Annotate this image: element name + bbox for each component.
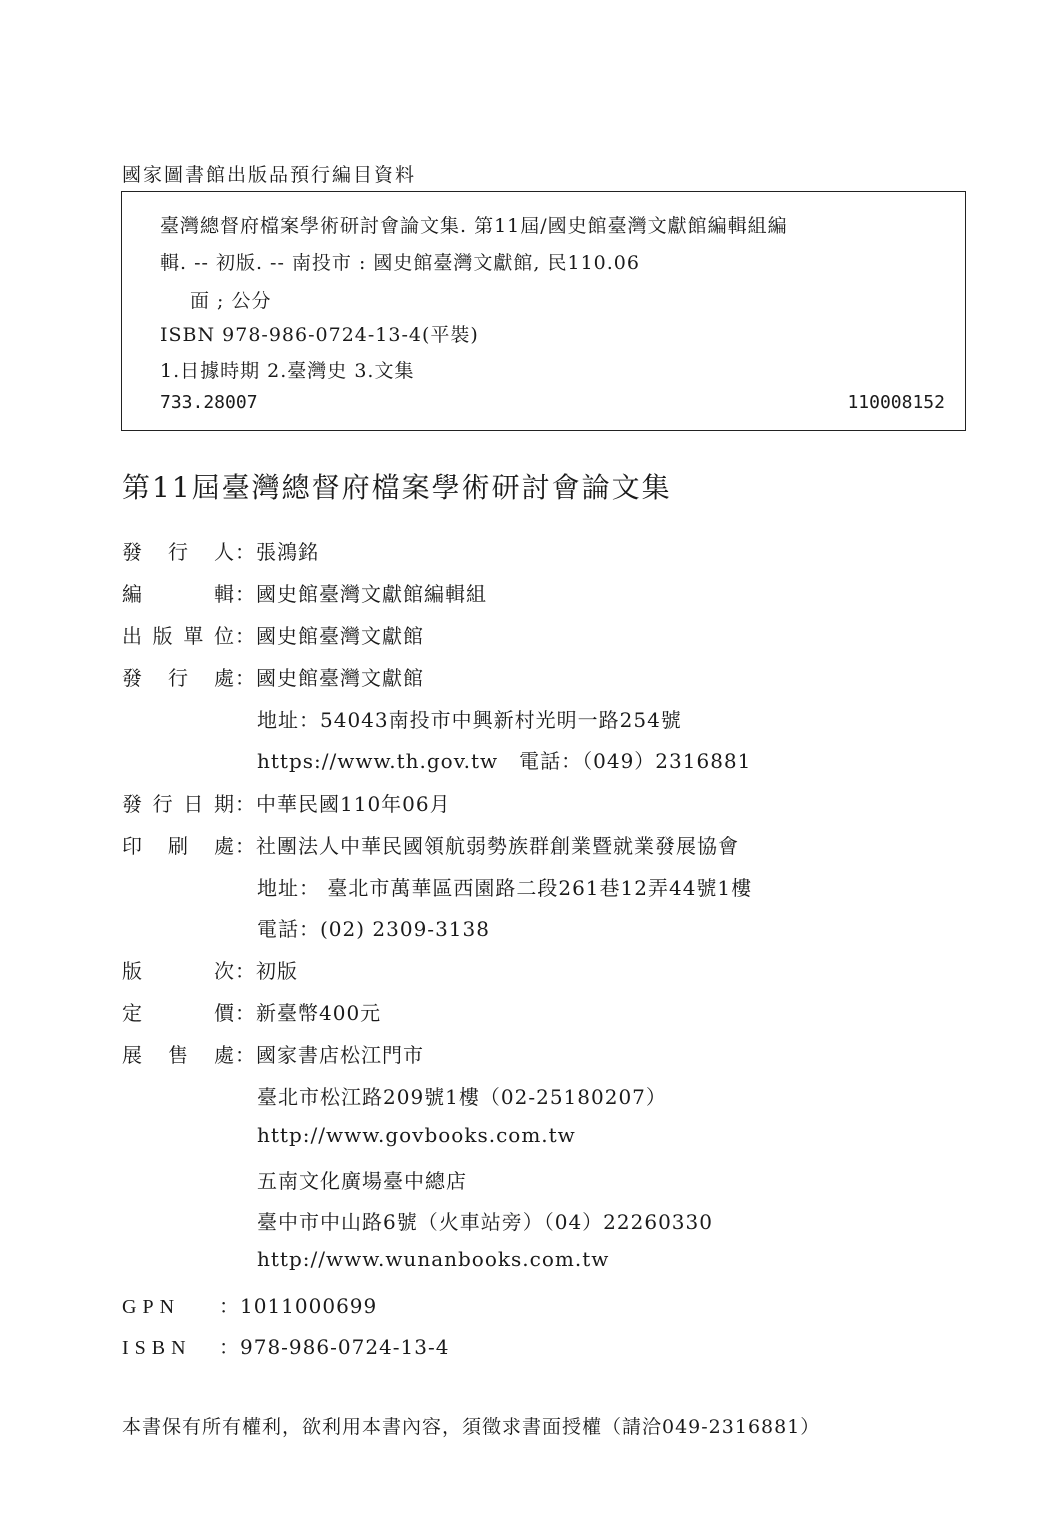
price-row [122, 997, 381, 1026]
cip-subjects: 1.日據時期 2.臺灣史 3.文集 [160, 360, 415, 382]
printer-address: 地址： 臺北市萬華區西園路二段261巷12弄44號1樓 [257, 876, 753, 900]
gpn-row [122, 1290, 377, 1319]
cip-heading: 國家圖書館出版品預行編目資料 [122, 164, 417, 186]
separator: ： [235, 666, 255, 690]
cip-classification: 733.28007 [160, 392, 258, 413]
publisher-value: 張鴻銘 [256, 540, 319, 564]
printer-label: 印刷處 [122, 834, 234, 858]
distributor-row [122, 1039, 424, 1068]
distributor-line: 臺北市松江路209號1樓（02-25180207） [257, 1085, 667, 1109]
distributor-line: http://www.govbooks.com.tw [257, 1123, 576, 1147]
separator: ： [235, 959, 255, 983]
printer-phone: 電話：(02) 2309-3138 [257, 917, 490, 941]
issuer-value: 國史館臺灣文獻館 [256, 666, 424, 690]
distributor-label: 展售處 [122, 1043, 234, 1067]
price-label: 定價 [122, 1001, 234, 1025]
price-value: 新臺幣400元 [256, 1001, 382, 1025]
separator: ： [235, 792, 255, 816]
publisher-label: 發行人 [122, 540, 234, 564]
date-row [122, 788, 451, 817]
issuer-label: 發行處 [122, 666, 234, 690]
printer-row [122, 830, 739, 859]
isbn-label: ISBN [122, 1337, 192, 1359]
issuer-row [122, 662, 424, 691]
cip-line-2: 輯. -- 初版. -- 南投市 : 國史館臺灣文獻館, 民110.06 [160, 252, 640, 274]
issuer-web-phone: https://www.th.gov.tw 電話：（049）2316881 [257, 749, 752, 773]
cip-isbn: ISBN 978-986-0724-13-4(平裝) [160, 324, 479, 346]
publisher-row [122, 536, 319, 565]
editor-value: 國史館臺灣文獻館編輯組 [256, 582, 487, 606]
isbn-row [122, 1331, 449, 1360]
separator: ： [235, 624, 255, 648]
date-value: 中華民國110年06月 [256, 792, 451, 816]
distributor-line: 五南文化廣場臺中總店 [257, 1169, 467, 1193]
cip-record-number: 110008152 [847, 392, 945, 413]
isbn-value: 978-986-0724-13-4 [240, 1335, 450, 1359]
separator: ： [235, 582, 255, 606]
publishing-unit-label: 出版單位 [122, 624, 234, 648]
distributor-value: 國家書店松江門市 [256, 1043, 424, 1067]
copyright-footer: 本書保有所有權利，欲利用本書內容，須徵求書面授權（請洽049-2316881） [122, 1416, 821, 1438]
cip-line-1: 臺灣總督府檔案學術研討會論文集. 第11屆/國史館臺灣文獻館編輯組編 [160, 215, 788, 237]
publishing-unit-value: 國史館臺灣文獻館 [256, 624, 424, 648]
edition-value: 初版 [256, 959, 298, 983]
book-title: 第11屆臺灣總督府檔案學術研討會論文集 [122, 471, 672, 504]
distributor-line: http://www.wunanbooks.com.tw [257, 1247, 610, 1271]
gpn-label: GPN [122, 1296, 181, 1318]
editor-label: 編輯 [122, 582, 234, 606]
distributor-line: 臺中市中山路6號（火車站旁）（04）22260330 [257, 1210, 713, 1234]
edition-row [122, 955, 298, 984]
edition-label: 版次 [122, 959, 234, 983]
gpn-value: 1011000699 [240, 1294, 378, 1318]
separator: ： [235, 1001, 255, 1025]
issuer-address: 地址：54043南投市中興新村光明一路254號 [257, 708, 682, 732]
separator: ： [235, 540, 255, 564]
separator: ： [235, 834, 255, 858]
cip-line-3: 面 ; 公分 [190, 290, 272, 312]
separator: ： [235, 1043, 255, 1067]
separator: ： [219, 1335, 239, 1359]
editor-row [122, 578, 487, 607]
printer-value: 社團法人中華民國領航弱勢族群創業暨就業發展協會 [256, 834, 739, 858]
publishing-unit-row [122, 620, 424, 649]
date-label: 發行日期 [122, 792, 234, 816]
separator: ： [219, 1294, 239, 1318]
cip-record-box [121, 191, 966, 431]
